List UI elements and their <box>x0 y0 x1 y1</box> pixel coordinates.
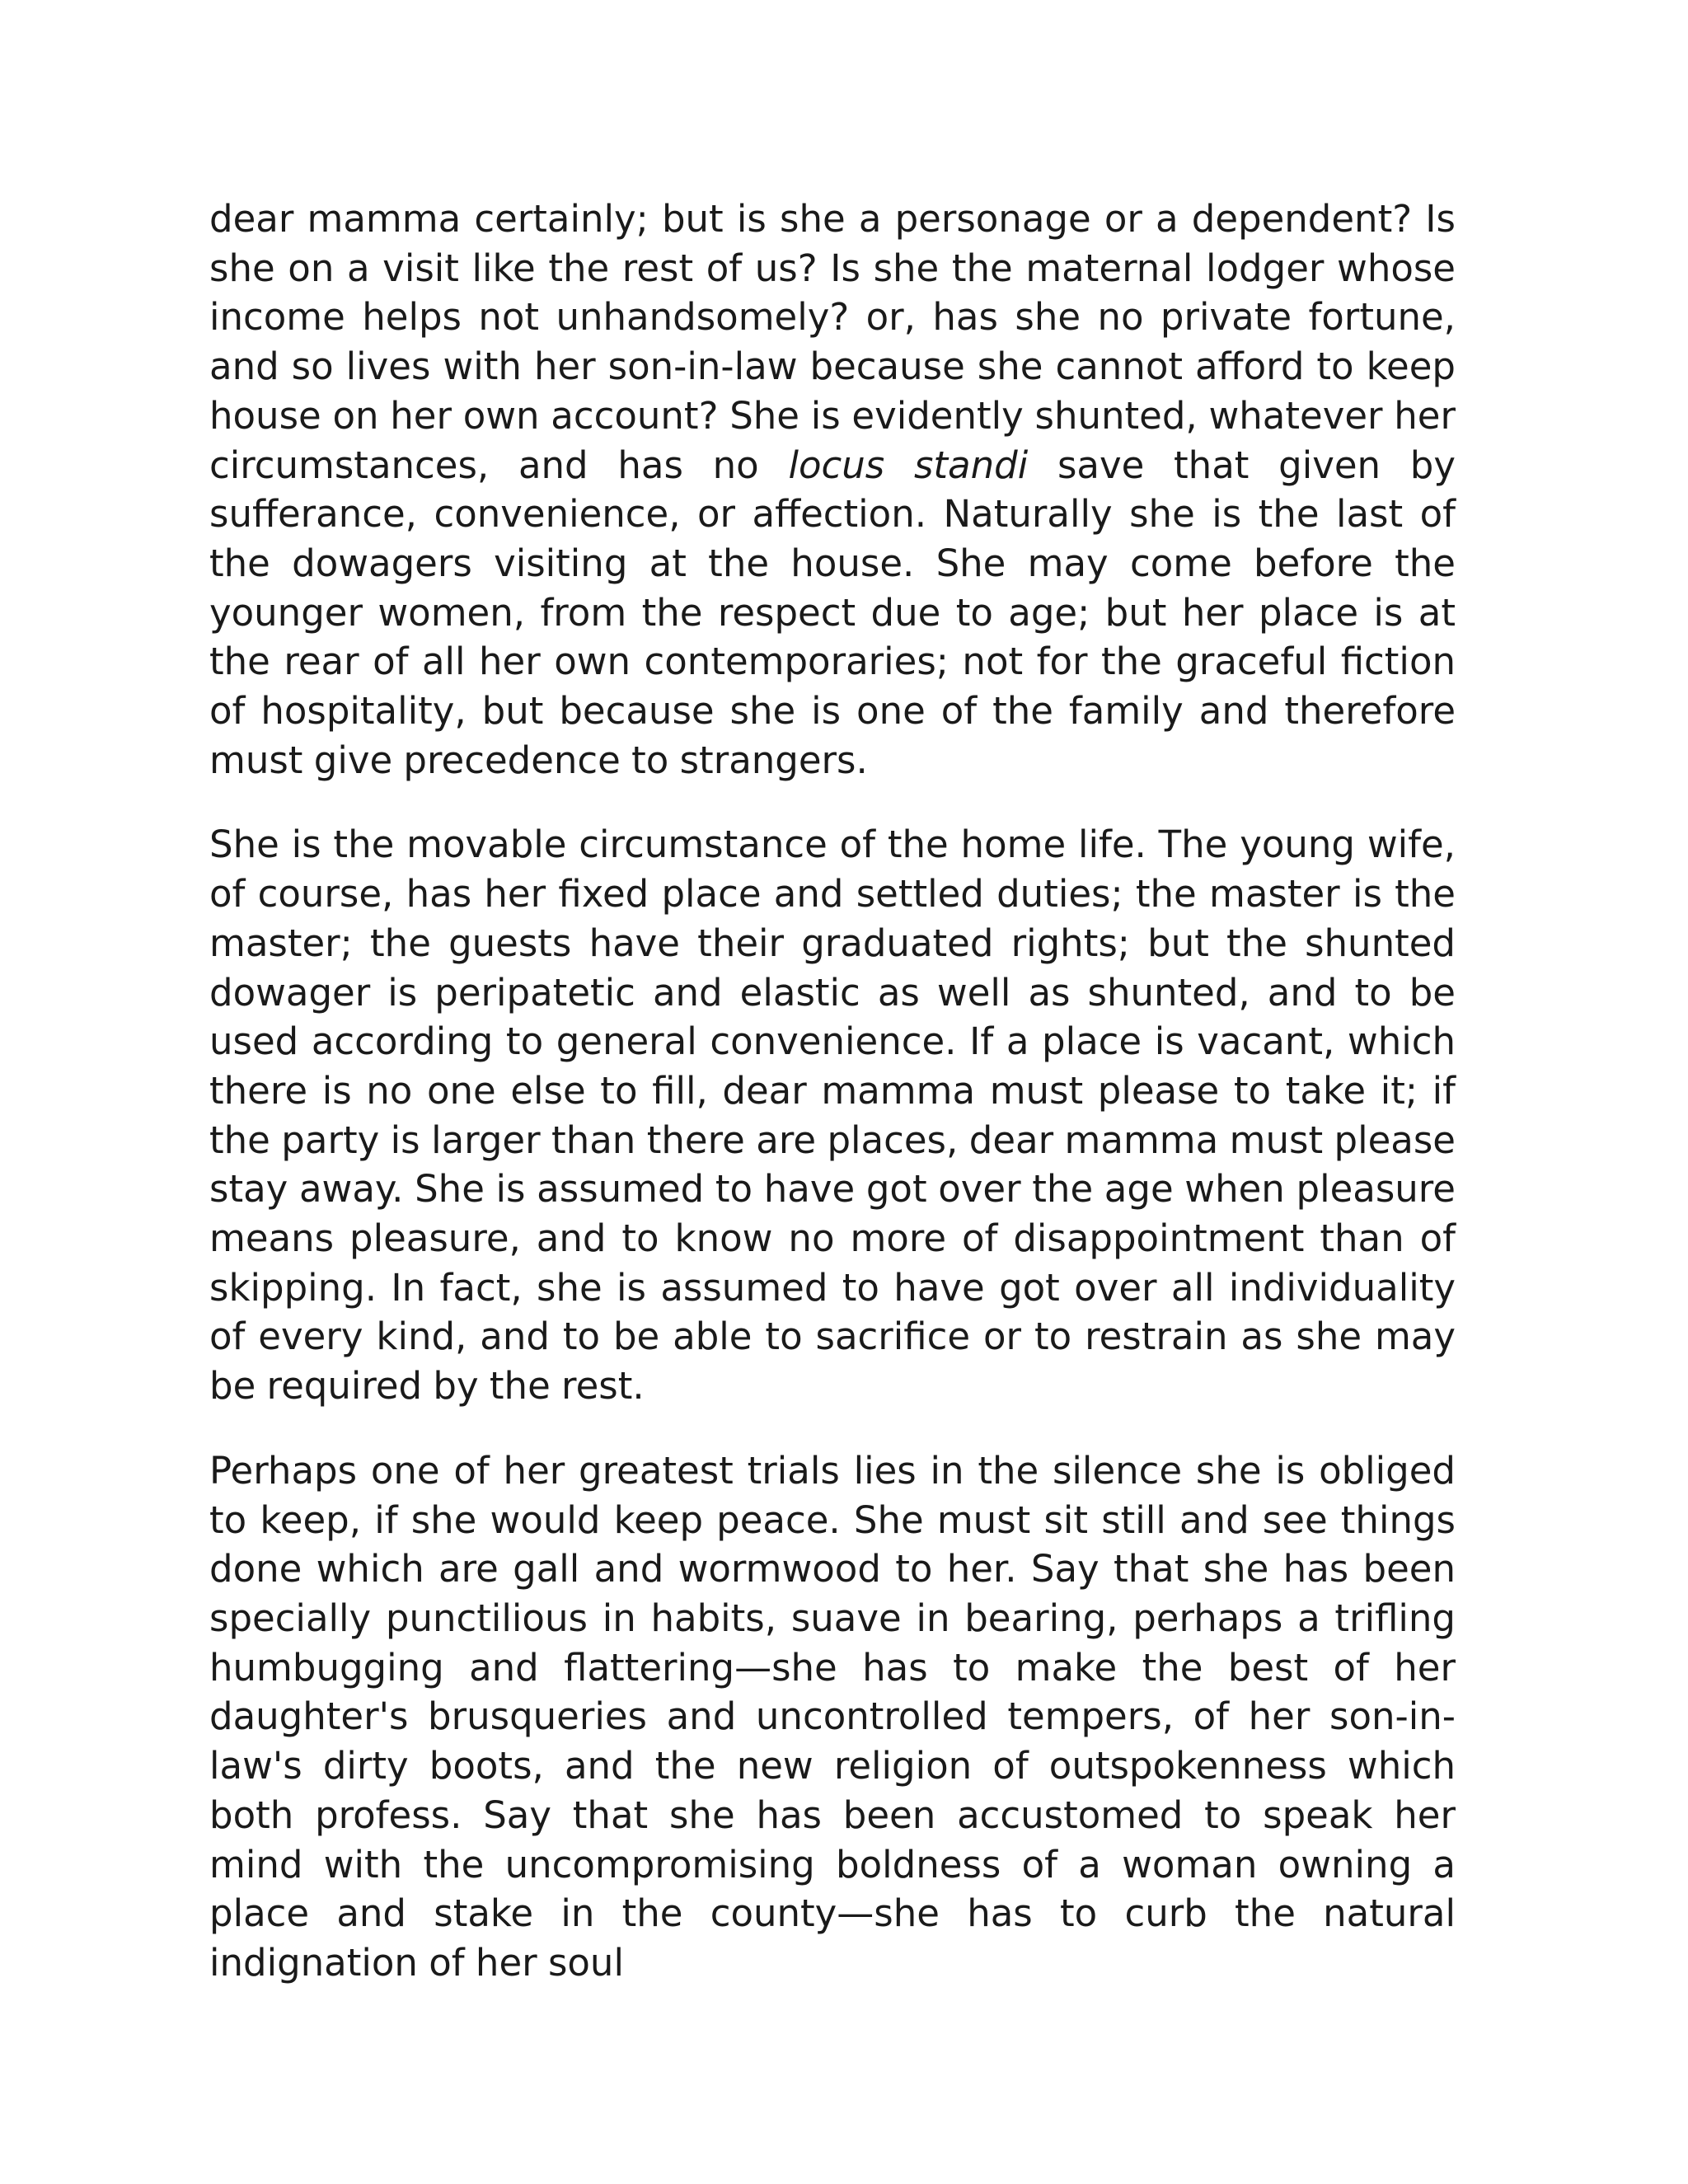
paragraph-2: She is the movable circumstance of the home life. The young wife, of course, has her fixed place and settled duties; the master is the master; the guests have their graduated rights; but the shunted dowager is peripatetic and elastic as well as shunted, and to be used according to general convenience. If a place is vacant, which there is no one else to fill, dear mamma must please to take it; if the party is larger than there are places, dear mamma must please stay away. She is assumed to have got over the age when pleasure means pleasure, and to know no more of disappointment than of skipping. In fact, she is assumed to have got over all individuality of every kind, and to be able to sacrifice or to restrain as she may be required by the rest. <box>209 823 1456 1408</box>
paragraph-1-text-a: dear mamma certainly; but is she a personage or a dependent? Is she on a visit like the rest of us? Is she the maternal lodger whose income helps not unhandsomely? or, has she no private fortune, and so lives with her son-in-law because she cannot afford to keep house on her own account? She is evidently shunted, whatever her circumstances, and has no <box>209 197 1456 487</box>
paragraph-1 <box>209 194 1456 785</box>
paragraph-3: Perhaps one of her greatest trials lies in the silence she is obliged to keep, if she would keep peace. She must sit still and see things done which are gall and wormwood to her. Say that she has been specially punctilious in habits, suave in bearing, perhaps a trifling humbugging and flattering—she has to make the best of her daughter's brusqueries and uncontrolled tempers, of her son-in-law's dirty boots, and the new religion of outspokenness which both profess. Say that she has been accustomed to speak her mind with the uncompromising boldness of a woman owning a place and stake in the county—she has to curb the natural indignation of her soul <box>209 1448 1456 1985</box>
page-body <box>209 194 1456 2023</box>
paragraph-1-italic-phrase: locus standi <box>788 443 1029 487</box>
paragraph-1-text-b: save that given by sufferance, convenience, or affection. Naturally she is the last of the dowagers visiting at the house. She may come before the younger women, from the respect due to age; but her place is at the rear of all her own contemporaries; not for the graceful fiction of hospitality, but because she is one of the family and therefore must give precedence to strangers. <box>209 443 1456 782</box>
